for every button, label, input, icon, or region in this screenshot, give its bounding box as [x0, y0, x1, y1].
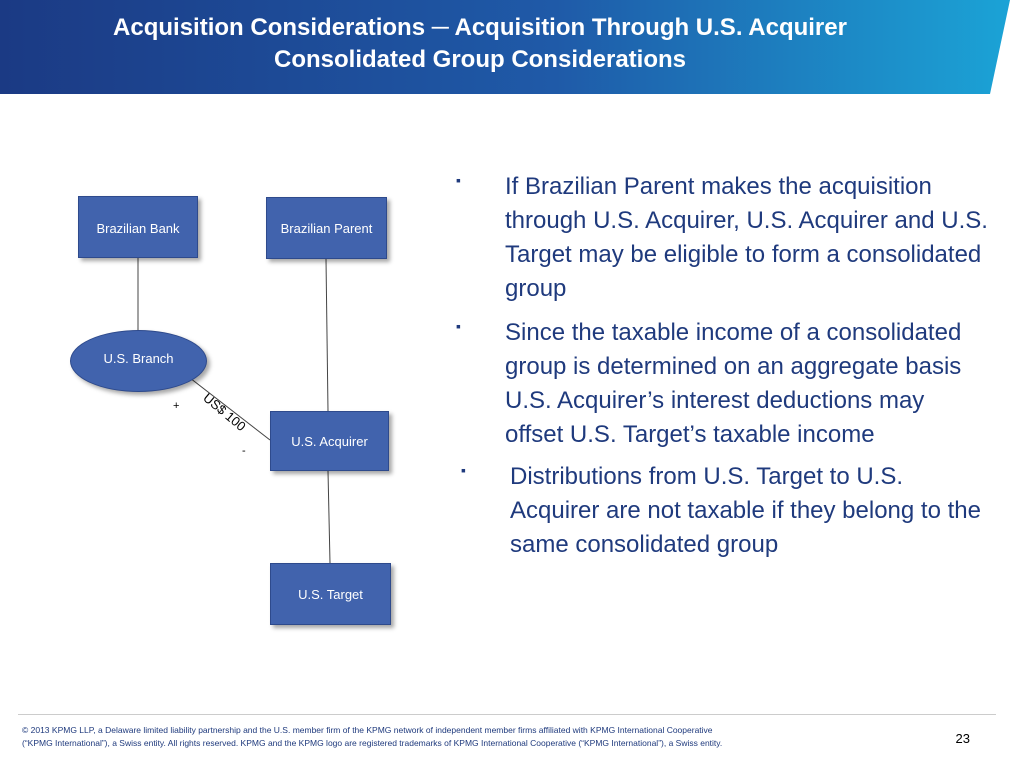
- bullet-text: Distributions from U.S. Target to U.S. Acquirer are not taxable if they belong to the same consolidated group: [510, 463, 981, 558]
- parent-acquirer-line: [326, 259, 328, 411]
- us-acquirer-label: U.S. Acquirer: [291, 433, 368, 449]
- loan-amount-label: US$ 100: [200, 390, 249, 435]
- brazilian-parent-label: Brazilian Parent: [280, 220, 373, 236]
- slide-title-line-2: Consolidated Group Considerations: [273, 46, 687, 73]
- footer-divider: [18, 714, 996, 715]
- bullet-square-icon: ▪: [456, 318, 461, 334]
- copyright-notice: [22, 724, 882, 750]
- copyright-line-1: © 2013 KPMG LLP, a Delaware limited liability partnership and the U.S. member firm of the KPMG network of independent member firms affiliated with KPMG International Cooperative: [22, 725, 713, 735]
- us-target-box: [270, 563, 391, 625]
- bullet-text: Since the taxable income of a consolidated group is determined on an aggregate basis U.S. Acquirer’s interest deductions may offset U.S. Target’s taxable income: [505, 319, 962, 448]
- copyright-line-2: (“KPMG International”), a Swiss entity. All rights reserved. KPMG and the KPMG logo are registered trademarks of KPMG International Cooperative (“KPMG International”), a Swiss entity.: [22, 738, 723, 748]
- bullet-square-icon: ▪: [456, 172, 461, 188]
- acquirer-target-line: [328, 471, 330, 563]
- us-target-label: U.S. Target: [298, 586, 363, 602]
- brazilian-parent-box: [266, 197, 387, 259]
- bullet-item: [448, 316, 988, 452]
- brazilian-bank-box: [78, 196, 198, 258]
- page-number: 23: [955, 731, 970, 746]
- us-branch-oval: [70, 330, 207, 392]
- bullet-text: If Brazilian Parent makes the acquisition through U.S. Acquirer, U.S. Acquirer and U.S. Target may be eligible to form a consolidated group: [505, 173, 988, 302]
- bullet-item: [448, 460, 988, 562]
- brazilian-bank-label: Brazilian Bank: [96, 221, 180, 236]
- plus-sign: +: [173, 400, 180, 412]
- us-branch-label: U.S. Branch: [103, 350, 174, 366]
- minus-sign: -: [242, 445, 246, 457]
- bullet-item: [448, 170, 988, 306]
- us-acquirer-box: [270, 411, 389, 471]
- slide-title-line-1: Acquisition Considerations ─ Acquisition Through U.S. Acquirer: [113, 14, 847, 41]
- bullet-list: [448, 170, 988, 562]
- bullet-square-icon: ▪: [461, 462, 466, 478]
